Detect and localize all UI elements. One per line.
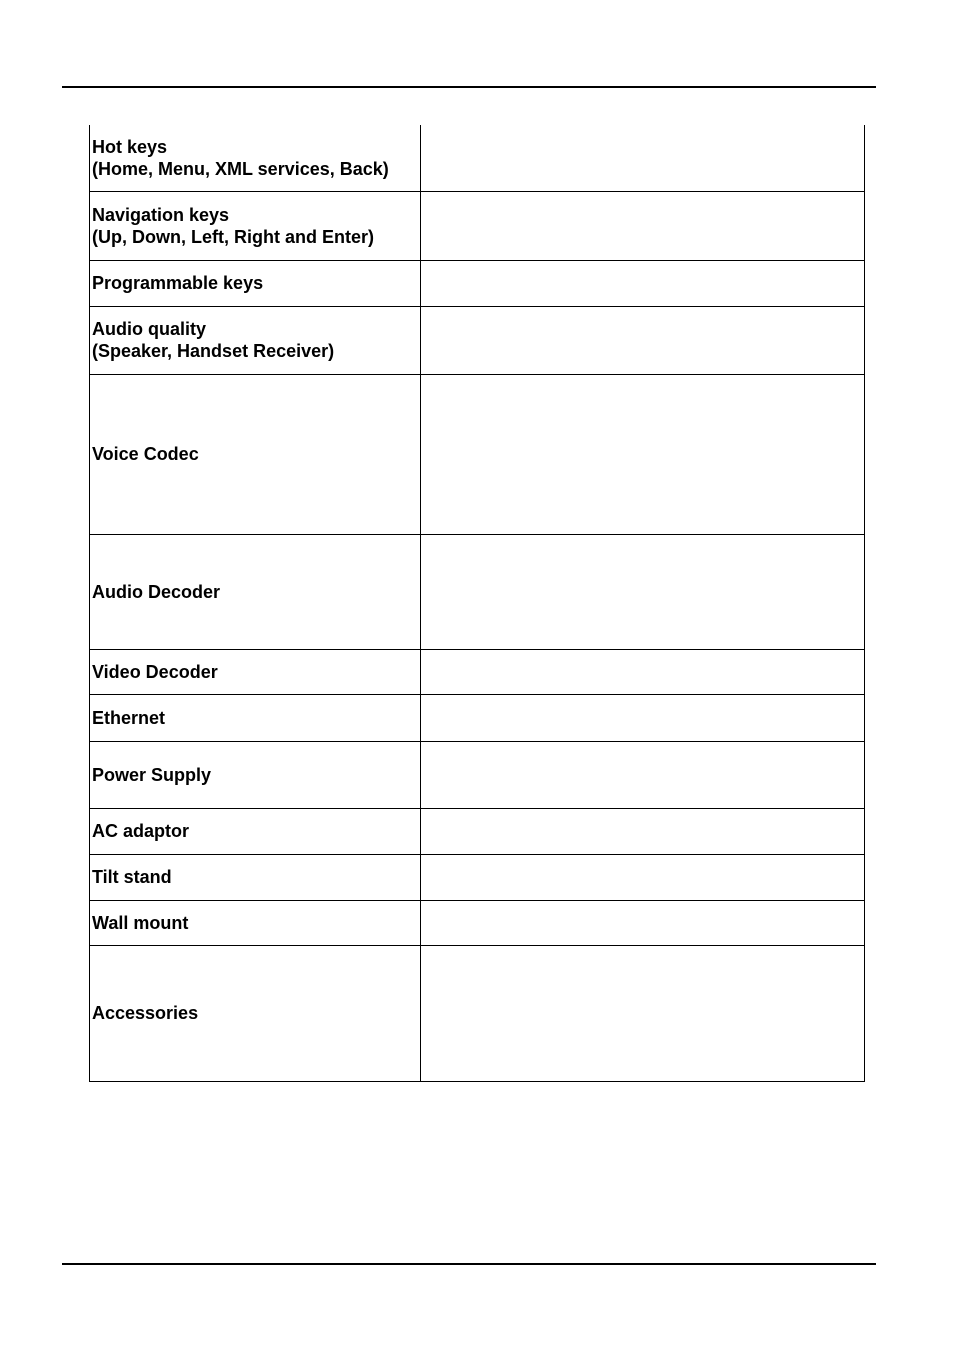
spec-label: Voice Codec <box>92 444 199 464</box>
spec-label: Video Decoder <box>92 661 218 682</box>
spec-label-cell <box>90 125 421 191</box>
table-row <box>90 945 865 1081</box>
table-row <box>90 260 865 306</box>
spec-label: Navigation keys <box>92 204 230 225</box>
spec-label-cell <box>90 854 421 900</box>
spec-table <box>89 125 865 1082</box>
spec-value-cell <box>421 191 865 260</box>
spec-value-cell <box>421 741 865 808</box>
spec-value-cell <box>421 808 865 854</box>
table-row <box>90 808 865 854</box>
spec-value-cell <box>421 260 865 306</box>
spec-label-cell <box>90 741 421 808</box>
table-row <box>90 741 865 808</box>
spec-sublabel: (Home, Menu, XML services, Back) <box>92 158 389 179</box>
table-row <box>90 694 865 741</box>
spec-label-cell <box>90 260 421 306</box>
table-row <box>90 306 865 374</box>
spec-label: Audio Decoder <box>92 581 221 602</box>
spec-value-cell <box>421 945 865 1081</box>
spec-label: Accessories <box>92 1003 199 1023</box>
table-row <box>90 649 865 694</box>
spec-value-cell <box>421 534 865 649</box>
footer-rule <box>62 1263 876 1265</box>
header-rule <box>62 86 876 88</box>
spec-label: Wall mount <box>92 912 189 933</box>
spec-label-cell <box>90 900 421 945</box>
spec-value-cell <box>421 854 865 900</box>
spec-value-cell <box>421 306 865 374</box>
table-row <box>90 900 865 945</box>
table-row <box>90 854 865 900</box>
spec-label: Tilt stand <box>92 867 172 887</box>
spec-label: AC adaptor <box>92 821 190 841</box>
spec-sublabel: (Speaker, Handset Receiver) <box>92 341 335 361</box>
table-row <box>90 374 865 534</box>
spec-label: Hot keys <box>92 136 168 157</box>
spec-label-cell <box>90 694 421 741</box>
spec-label: Programmable keys <box>92 273 264 293</box>
spec-value-cell <box>421 649 865 694</box>
table-row <box>90 191 865 260</box>
spec-value-cell <box>421 374 865 534</box>
spec-label-cell <box>90 534 421 649</box>
spec-label-cell <box>90 306 421 374</box>
spec-label: Audio quality <box>92 319 206 339</box>
spec-value-cell <box>421 125 865 191</box>
spec-label-cell <box>90 191 421 260</box>
spec-label-cell <box>90 945 421 1081</box>
spec-sublabel: (Up, Down, Left, Right and Enter) <box>92 226 374 247</box>
spec-label-cell <box>90 649 421 694</box>
table-row <box>90 125 865 191</box>
spec-label-cell <box>90 808 421 854</box>
table-row <box>90 534 865 649</box>
spec-value-cell <box>421 900 865 945</box>
spec-label-cell <box>90 374 421 534</box>
spec-label: Ethernet <box>92 707 166 728</box>
spec-value-cell <box>421 694 865 741</box>
spec-label: Power Supply <box>92 764 212 785</box>
